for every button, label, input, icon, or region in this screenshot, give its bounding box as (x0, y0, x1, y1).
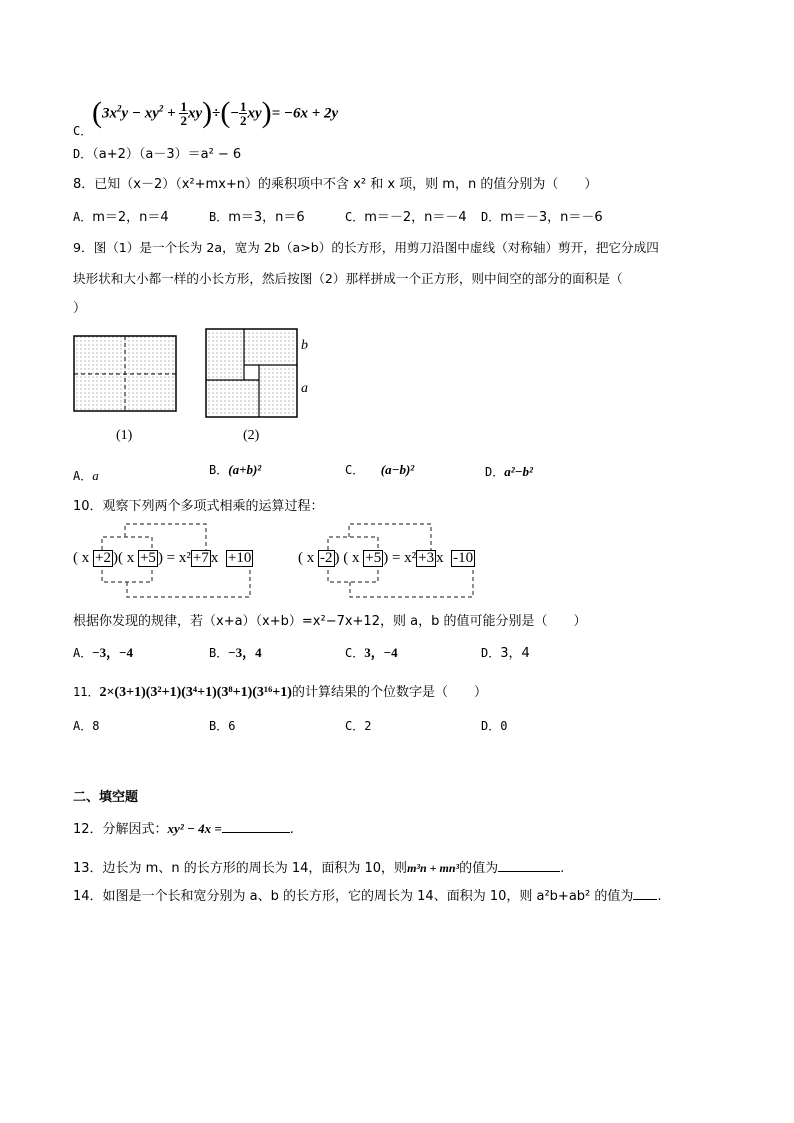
q8-option-a: A．m＝2，n＝4 (73, 210, 169, 225)
q10-option-d: D．3，4 (481, 646, 530, 661)
figure1-caption: (1) (116, 428, 133, 443)
term-box: -2 (320, 550, 333, 566)
q11-stem: 11．2×(3+1)(3²+1)(3⁴+1)(3⁸+1)(3¹⁶+1)的计算结果的个位数字是（ ） (73, 685, 487, 700)
q9-option-d: D．a²−b² (485, 464, 533, 479)
q14: 14．如图是一个长和宽分别为 a、b 的长方形，它的周长为 14、面积为 10，则 a²b+ab² 的值为 . (73, 885, 662, 905)
q11-option-c: C．2 (345, 719, 372, 733)
q13: 13．边长为 m、n 的长方形的周长为 14，面积为 10，则m³n + mn³的值为 . (73, 857, 564, 877)
term-box: +2 (95, 550, 111, 566)
section-title-fill-in: 二、填空题 (73, 790, 139, 805)
q9-option-b: B．(a+b)² (209, 462, 262, 477)
term-box: +7 (192, 550, 209, 566)
q9-stem-line1: 9．图（1）是一个长为 2a，宽为 2b（a>b）的长方形，用剪刀沿图中虚线（对称轴）剪开，把它分成四 (73, 240, 659, 255)
q10-option-c: C．3，−4 (345, 645, 398, 660)
figure2-caption: (2) (243, 428, 260, 443)
q10-option-a: A．−3，−4 (73, 645, 134, 660)
term-box: +5 (139, 550, 156, 566)
option-label: C． (73, 124, 93, 138)
figure-2-square (206, 329, 297, 417)
fraction-one-half: $\frac{1}{2}$ (180, 98, 187, 128)
answer-blank[interactable] (498, 857, 560, 872)
q10-stem: 10．观察下列两个多项式相乘的运算过程： (73, 499, 324, 514)
q10-example-2: ( x -2 ) ( x +5 ) = x² +3 x -10 (298, 550, 474, 566)
q7-option-d: D．（a+2）（a－3）＝a² − 6 (73, 147, 242, 162)
q11-option-b: B．6 (209, 719, 236, 733)
q8-option-d: D．m＝－3，n＝－6 (481, 210, 603, 225)
answer-blank[interactable] (633, 885, 657, 900)
q11-option-a: A．8 (73, 719, 100, 733)
q10-option-b: B．−3，4 (209, 645, 262, 660)
q9-stem-line3: ） (73, 301, 87, 316)
q9-figures (60, 320, 330, 450)
q8-option-b: B．m＝3，n＝6 (209, 210, 305, 225)
term-box: +3 (418, 550, 435, 566)
q12: 12．分解因式：xy² − 4x = . (73, 818, 294, 838)
fraction-one-half: $\frac{1}{2}$ (239, 98, 247, 128)
q8-option-c: C．m＝－2，n＝－4 (345, 210, 467, 225)
q10-example-1: ( x +2 )( x +5 ) = x² +7 x +10 (73, 550, 252, 566)
term-box: -10 (453, 550, 474, 566)
q9-option-c: C． (a−b)² (345, 462, 415, 477)
figure-1-rectangle (74, 336, 176, 411)
q11-option-d: D．0 (481, 719, 508, 733)
answer-blank[interactable] (222, 818, 290, 833)
math-expression: ($3x^2y - xy^2$ + $\frac{1}{2}$ xy)÷(− $\frac{1}{2}$ xy)= −6x + 2y (92, 96, 339, 129)
q10-question: 根据你发现的规律，若（x+a）（x+b）=x²−7x+12，则 a，b 的值可能分别是（ ） (73, 614, 587, 629)
figure2-label-a: a (301, 381, 308, 396)
q9-option-a: A．a (73, 468, 99, 483)
figure2-label-b: b (301, 338, 308, 353)
term-box: +10 (227, 550, 252, 566)
q9-stem-line2: 块形状和大小都一样的小长方形，然后按图（2）那样拼成一个正方形，则中间空的部分的面积是（ (73, 271, 623, 286)
term-box: +5 (365, 550, 382, 566)
q8-stem: 8．已知（x－2）（x²+mx+n）的乘积项中不含 x² 和 x 项，则 m，n 的值分别为（ ） (73, 177, 598, 192)
